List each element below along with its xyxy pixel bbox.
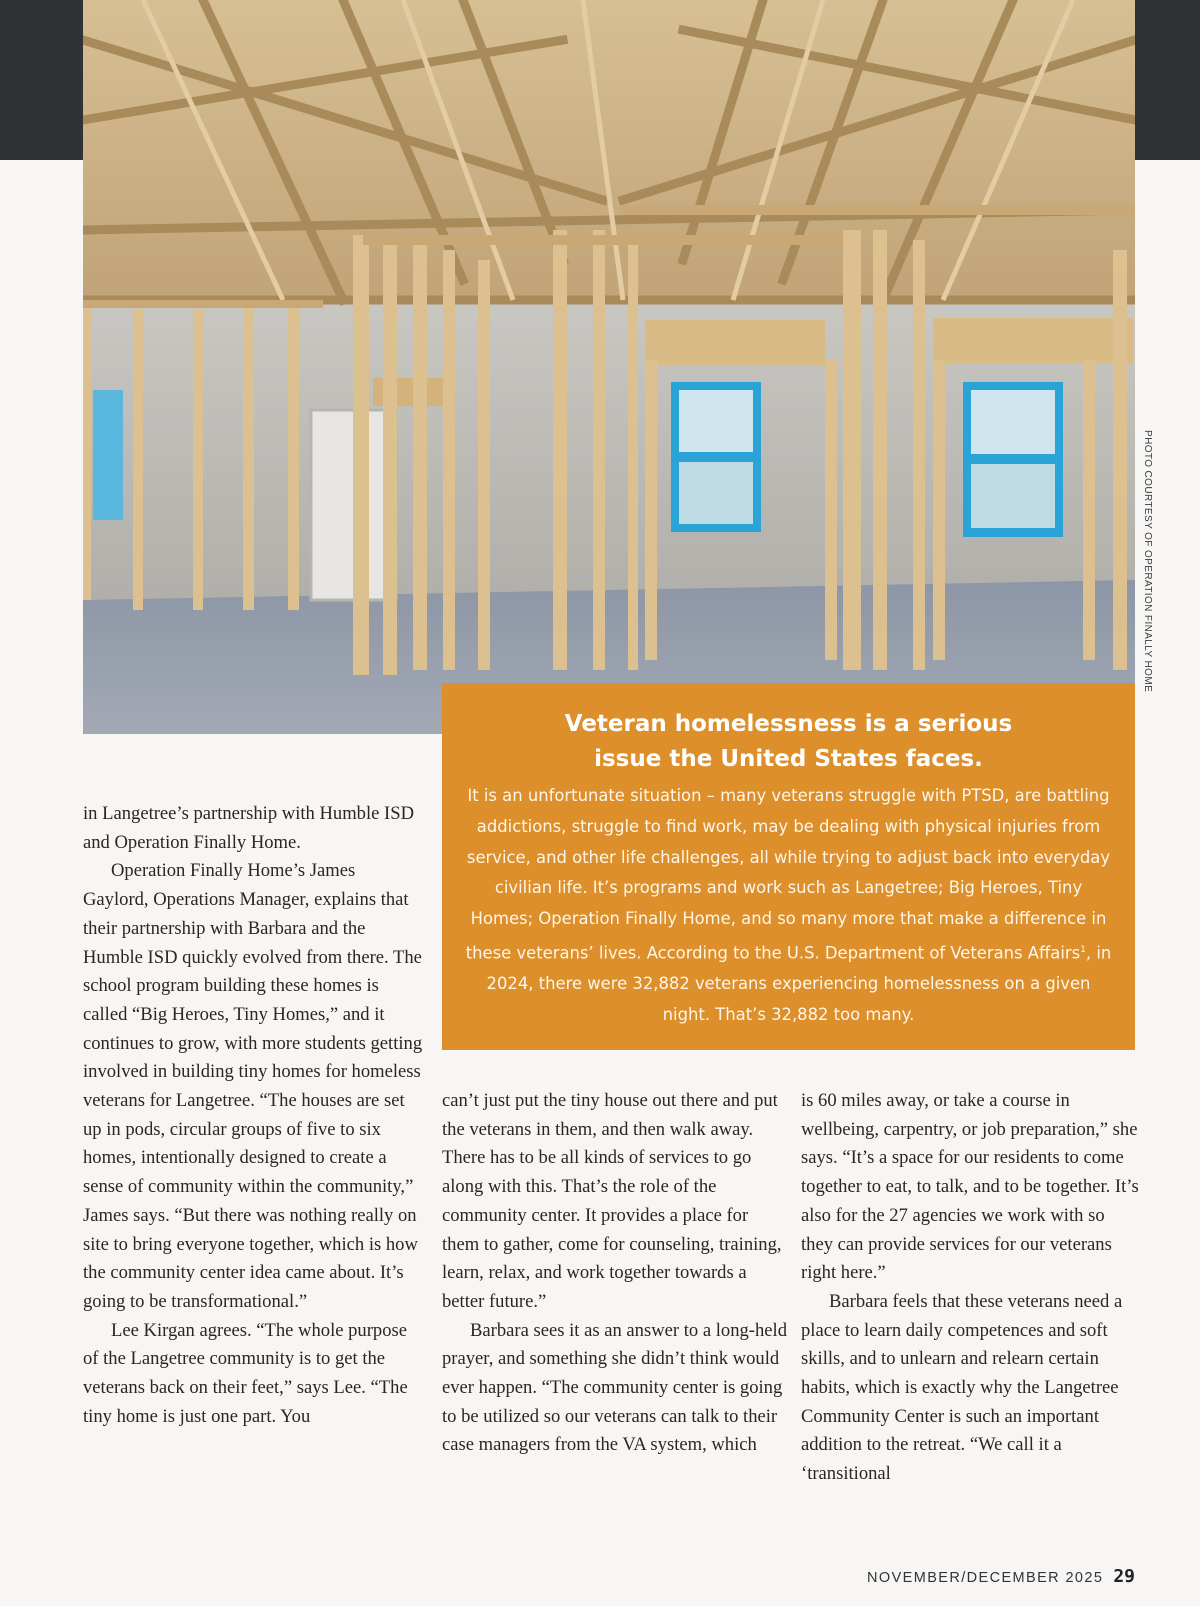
photo-credit: PHOTO COURTESY OF OPERATION FINALLY HOME [1142, 430, 1153, 693]
page-footer [867, 1566, 1135, 1587]
article-column-1 [83, 800, 423, 1431]
callout-footnote: 1 [1080, 944, 1086, 955]
article-column-3 [801, 1087, 1141, 1489]
page-number: 29 [1113, 1566, 1135, 1587]
house-framing-photo [83, 0, 1135, 734]
article-paragraph: Lee Kirgan agrees. “The whole purpose of the Langetree community is to get the veterans back on their feet,” says Lee. “The tiny home is just one part. You [83, 1319, 408, 1427]
house-framing-photo-illustration [83, 0, 1135, 734]
article-paragraph: Barbara sees it as an answer to a long-held prayer, and something she didn’t think would ever happen. “The community center is going to be utilized so our veterans can talk to their case managers from the VA system, which [442, 1319, 788, 1456]
article-paragraph: can’t just put the tiny house out there and put the veterans in them, and then walk away. There has to be all kinds of services to go along with this. That’s the role of the community center. It provides a place for them to gather, come for counseling, training, learn, relax, and work together towards a better future.” [442, 1090, 782, 1312]
issue-date: NOVEMBER/DECEMBER 2025 [867, 1570, 1104, 1586]
callout-body-text-2: , in 2024, there were 32,882 veterans experiencing homelessness on a given night. That’s 32,882 too many. [486, 943, 1112, 1025]
callout-box [442, 683, 1135, 1050]
article-paragraph: Operation Finally Home’s James Gaylord, Operations Manager, explains that their partnership with Barbara and the Humble ISD quickly evolved from there. The school program building these homes is called “Big Heroes, Tiny Homes,” and it continues to grow, with more students getting involved in building tiny homes for homeless veterans for Langetree. “The houses are set up in pods, circular groups of five to six homes, intentionally designed to create a sense of community within the community,” James says. “But there was nothing really on site to bring everyone together, which is how the community center idea came about. It’s going to be transformational.” [83, 860, 423, 1312]
callout-body-text-1: It is an unfortunate situation – many veterans struggle with PTSD, are battling addictions, struggle to find work, may be dealing with physical injuries from service, and other life challenges, all while trying to adjust back into everyday civilian life. It’s programs and work such as Langetree; Big Heroes, Tiny Homes; Operation Finally Home, and so many more that make a difference in these veterans’ lives. According to the U.S. Department of Veterans Affairs [465, 786, 1111, 963]
article-paragraph: in Langetree’s partnership with Humble ISD and Operation Finally Home. [83, 803, 414, 853]
callout-body [464, 781, 1113, 1031]
callout-heading: Veteran homelessness is a serious issue the United States faces. [564, 711, 1013, 772]
article-column-2 [442, 1087, 787, 1460]
article-paragraph: is 60 miles away, or take a course in wellbeing, carpentry, or job preparation,” she says. “It’s a space for our residents to come together to eat, to talk, and to be together. It’s also for the 27 agencies we work with so they can provide services for our veterans right here.” [801, 1090, 1139, 1284]
article-paragraph: Barbara feels that these veterans need a place to learn daily competences and soft skills, and to unlearn and relearn certain habits, which is exactly why the Langetree Community Center is such an important addition to the retreat. “We call it a ‘transitional [801, 1290, 1123, 1485]
